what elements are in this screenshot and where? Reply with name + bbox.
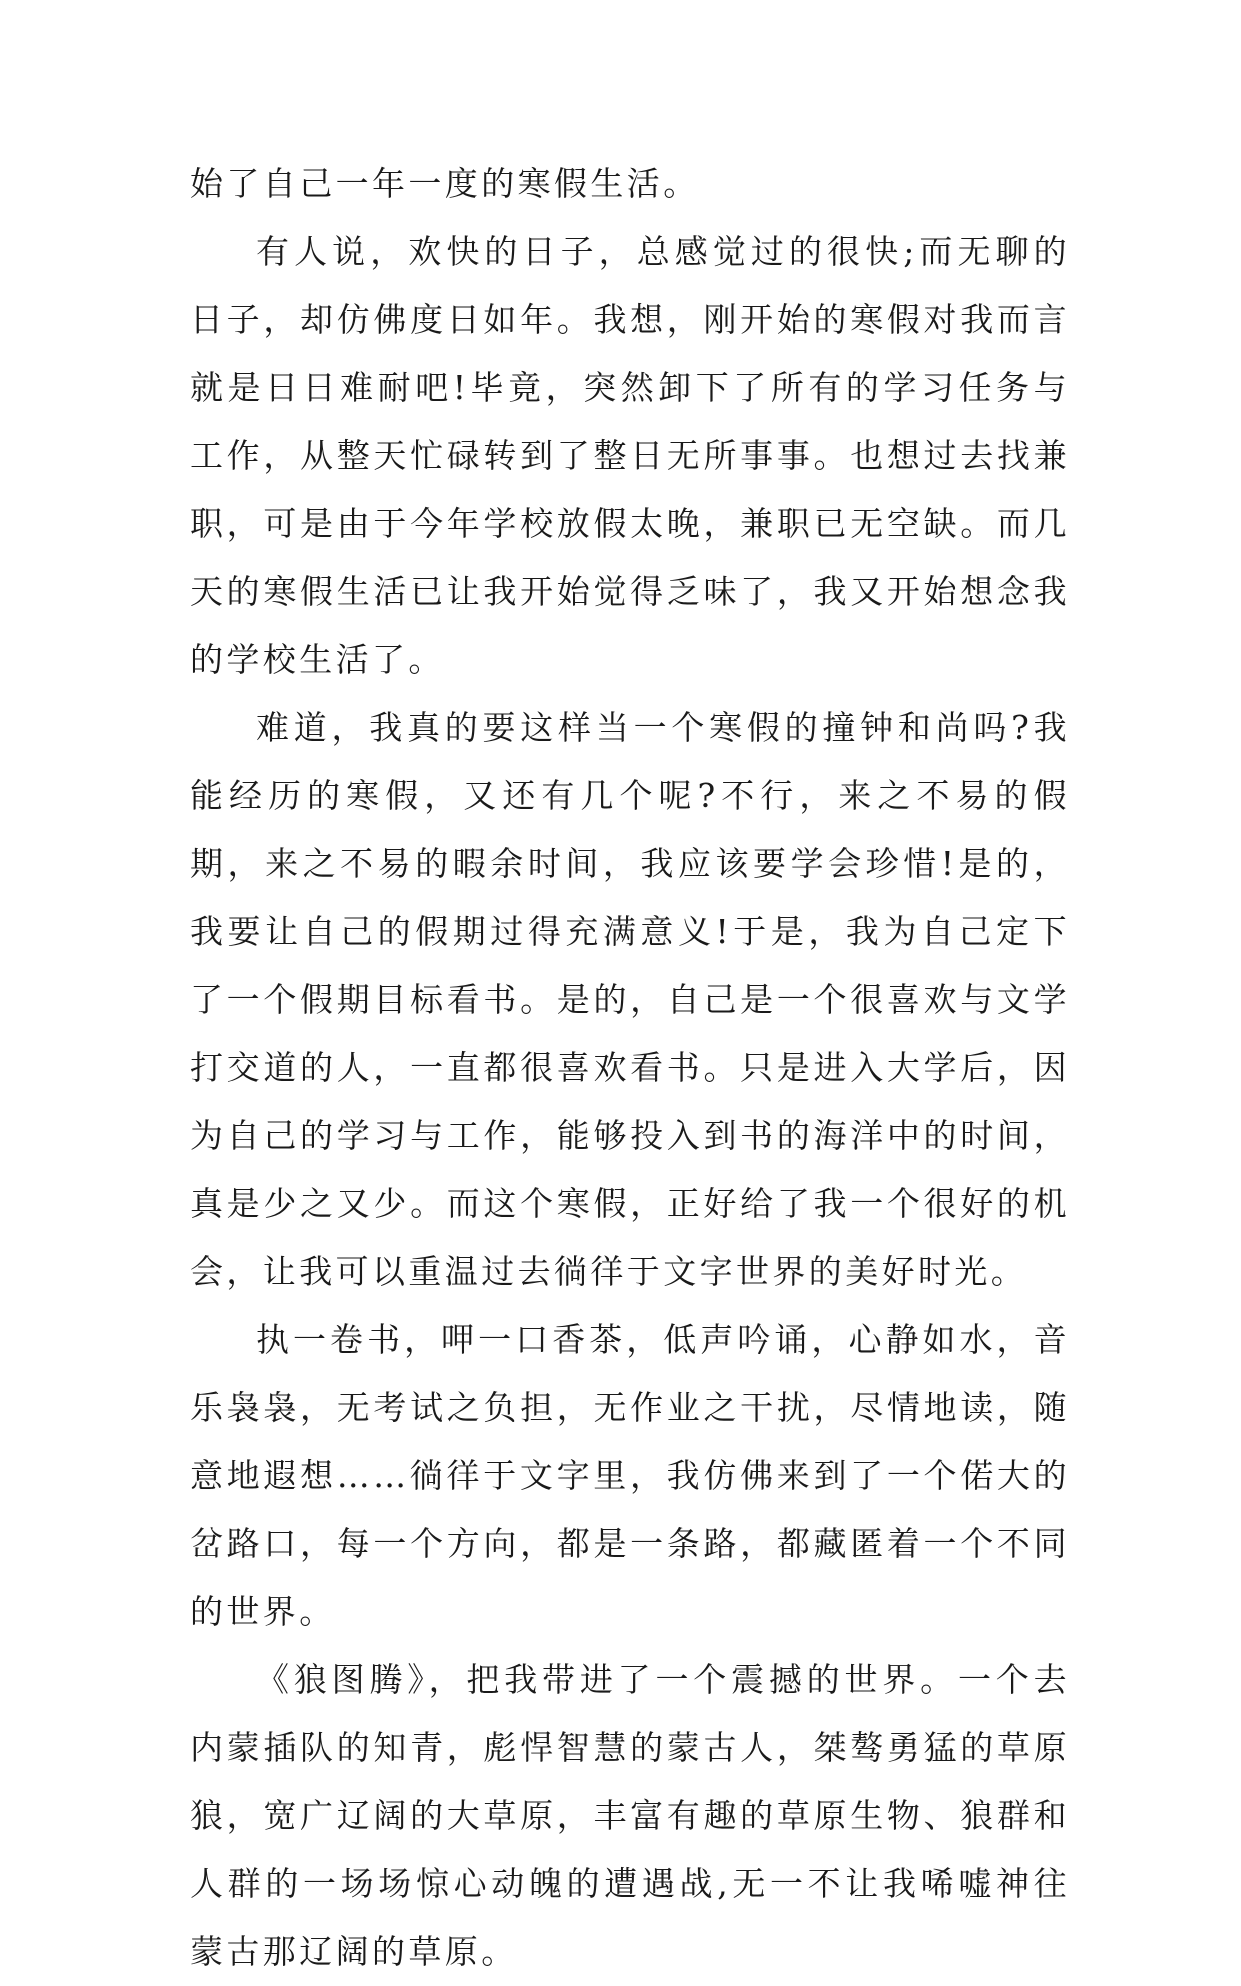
paragraph-4: 执一卷书，呷一口香茶，低声吟诵，心静如水，音乐袅袅，无考试之负担，无作业之干扰，尽情地读，随意地遐想……徜徉于文字里，我仿佛来到了一个偌大的岔路口，每一个方向，都是一条路，都藏匿着一个不同的世界。 (190, 1320, 1070, 1631)
document-body (190, 150, 1070, 1986)
paragraph-1: 始了自己一年一度的寒假生活。 (190, 164, 700, 203)
paragraph-2: 有人说，欢快的日子，总感觉过的很快;而无聊的日子，却仿佛度日如年。我想，刚开始的寒假对我而言就是日日难耐吧!毕竟，突然卸下了所有的学习任务与工作，从整天忙碌转到了整日无所事事。也想过去找兼职，可是由于今年学校放假太晚，兼职已无空缺。而几天的寒假生活已让我开始觉得乏味了，我又开始想念我的学校生活了。 (190, 232, 1070, 679)
paragraph-3: 难道，我真的要这样当一个寒假的撞钟和尚吗?我能经历的寒假，又还有几个呢?不行，来之不易的假期，来之不易的暇余时间，我应该要学会珍惜!是的，我要让自己的假期过得充满意义!于是，我为自己定下了一个假期目标看书。是的，自己是一个很喜欢与文学打交道的人，一直都很喜欢看书。只是进入大学后，因为自己的学习与工作，能够投入到书的海洋中的时间，真是少之又少。而这个寒假，正好给了我一个很好的机会，让我可以重温过去徜徉于文字世界的美好时光。 (190, 708, 1070, 1291)
paragraph-5: 《狼图腾》，把我带进了一个震撼的世界。一个去内蒙插队的知青，彪悍智慧的蒙古人，桀骜勇猛的草原狼，宽广辽阔的大草原，丰富有趣的草原生物、狼群和人群的一场场惊心动魄的遭遇战,无一不让我唏嘘神往蒙古那辽阔的草原。 (190, 1660, 1070, 1971)
